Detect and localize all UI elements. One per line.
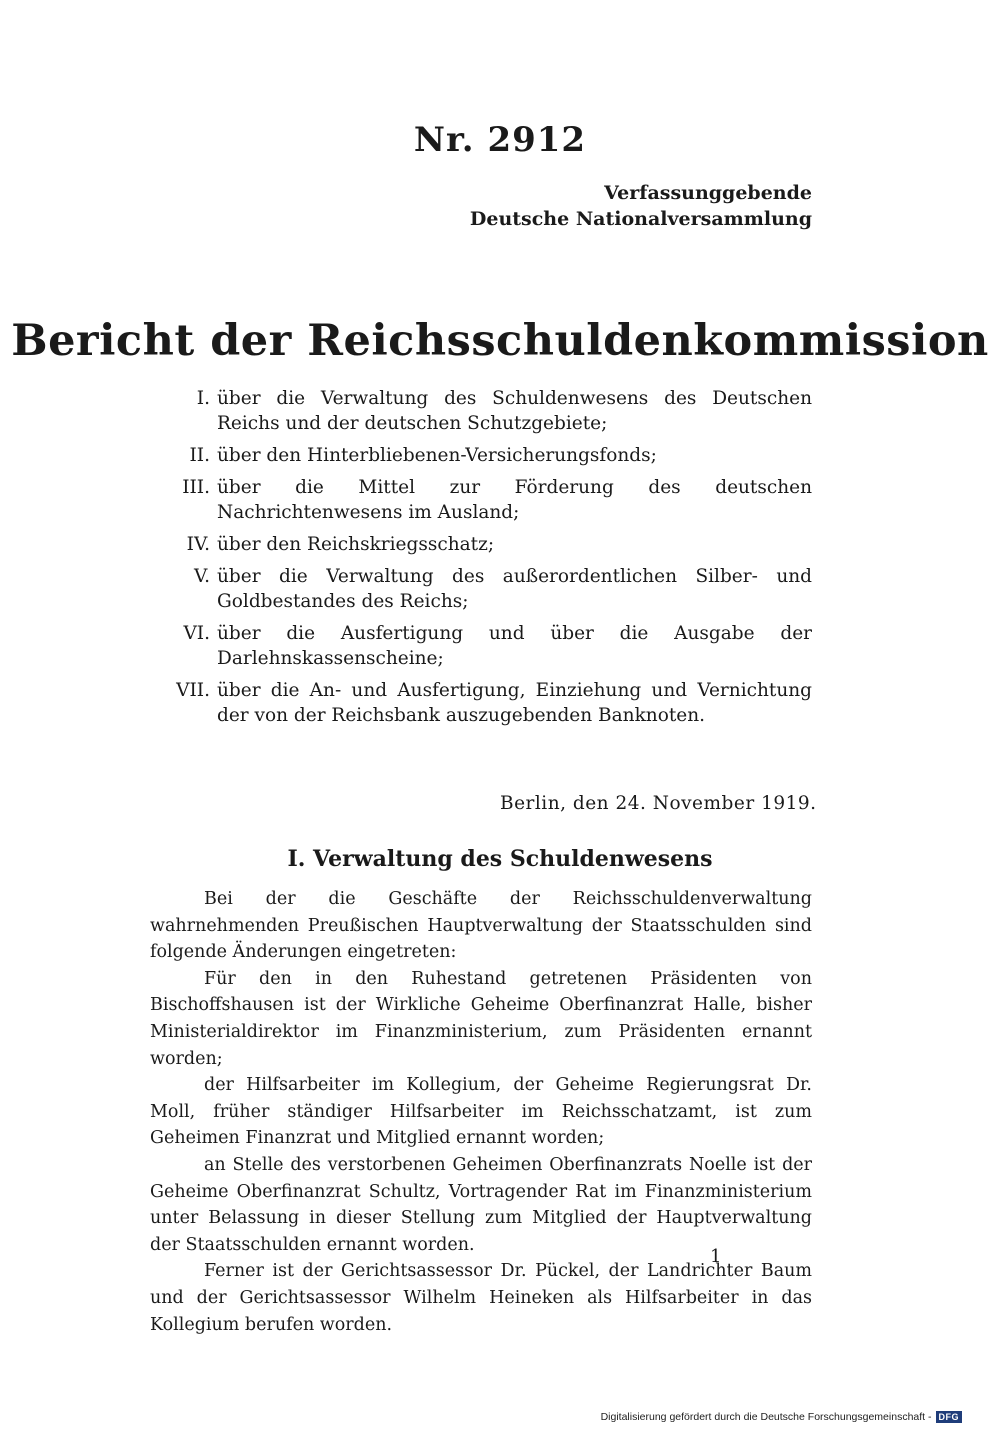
body-paragraph: der Hilfsarbeiter im Kollegium, der Geheime Regierungsrat Dr. Moll, früher ständiger Hilfsarbeiter im Reichsschatzamt, ist zum Geheimen Finanzrat und Mitglied ernannt worden; xyxy=(150,1075,812,1149)
contents-item xyxy=(160,564,812,614)
contents-item-number: I. xyxy=(196,388,210,409)
contents-item-number: VI. xyxy=(183,623,210,644)
assembly-line-1: Verfassunggebende xyxy=(604,182,812,204)
contents-item xyxy=(160,443,812,468)
contents-item-text: über den Hinterbliebenen-Versicherungsfonds; xyxy=(217,445,657,466)
assembly-line-2: Deutsche Nationalversammlung xyxy=(469,208,812,230)
contents-item xyxy=(160,386,812,436)
page-number: 1 xyxy=(710,1246,722,1267)
contents-item-number: II. xyxy=(189,445,210,466)
contents-item-text: über die An- und Ausfertigung, Einziehung und Vernichtung der von der Reichsbank auszugebenden Banknoten. xyxy=(217,680,812,726)
contents-item-number: V. xyxy=(193,566,210,587)
place-date-line: Berlin, den 24. November 1919. xyxy=(500,793,817,814)
body-paragraph: Bei der die Geschäfte der Reichsschuldenverwaltung wahrnehmenden Preußischen Hauptverwaltung der Staatsschulden sind folgende Änderungen eingetreten: xyxy=(150,889,812,963)
contents-item-number: IV. xyxy=(186,534,210,555)
contents-item xyxy=(160,475,812,525)
contents-item-text: über die Ausfertigung und über die Ausgabe der Darlehnskassenscheine; xyxy=(217,623,812,669)
digitization-credit xyxy=(601,1411,962,1423)
contents-item-text: über die Verwaltung des außerordentlichen Silber- und Goldbestandes des Reichs; xyxy=(217,566,812,612)
body-paragraph: an Stelle des verstorbenen Geheimen Oberfinanzrats Noelle ist der Geheime Oberfinanzrat Schultz, Vortragender Rat im Finanzministerium unter Belassung in dieser Stellung zum Mitglied der Hauptverwaltung der Staatsschulden ernannt worden. xyxy=(150,1154,812,1255)
document-number: Nr. 2912 xyxy=(413,120,587,160)
dfg-logo: DFG xyxy=(936,1411,963,1423)
section-body xyxy=(150,886,812,1338)
contents-item-text: über die Verwaltung des Schuldenwesens des Deutschen Reichs und der deutschen Schutzgebiete; xyxy=(217,388,812,434)
contents-list xyxy=(160,386,812,735)
contents-item-number: VII. xyxy=(176,680,210,701)
contents-item-text: über den Reichskriegsschatz; xyxy=(217,534,495,555)
contents-item xyxy=(160,621,812,671)
report-title: Bericht der Reichsschuldenkommission xyxy=(11,316,989,366)
credit-text: Digitalisierung gefördert durch die Deutsche Forschungsgemeinschaft - xyxy=(600,1411,932,1423)
body-paragraph: Ferner ist der Gerichtsassessor Dr. Pückel, der Landrichter Baum und der Gerichtsassessor Wilhelm Heineken als Hilfsarbeiter in das Kollegium berufen worden. xyxy=(150,1261,812,1335)
contents-item-text: über die Mittel zur Förderung des deutschen Nachrichtenwesens im Ausland; xyxy=(217,477,812,523)
contents-item-number: III. xyxy=(182,477,210,498)
contents-item xyxy=(160,678,812,728)
body-paragraph: Für den in den Ruhestand getretenen Präsidenten von Bischoffshausen ist der Wirkliche Geheime Oberfinanzrat Halle, bisher Ministerialdirektor im Finanzministerium, zum Präsidenten ernannt worden; xyxy=(150,968,812,1069)
contents-item xyxy=(160,532,812,557)
assembly-heading xyxy=(470,180,812,232)
section-heading: I. Verwaltung des Schuldenwesens xyxy=(287,846,713,872)
